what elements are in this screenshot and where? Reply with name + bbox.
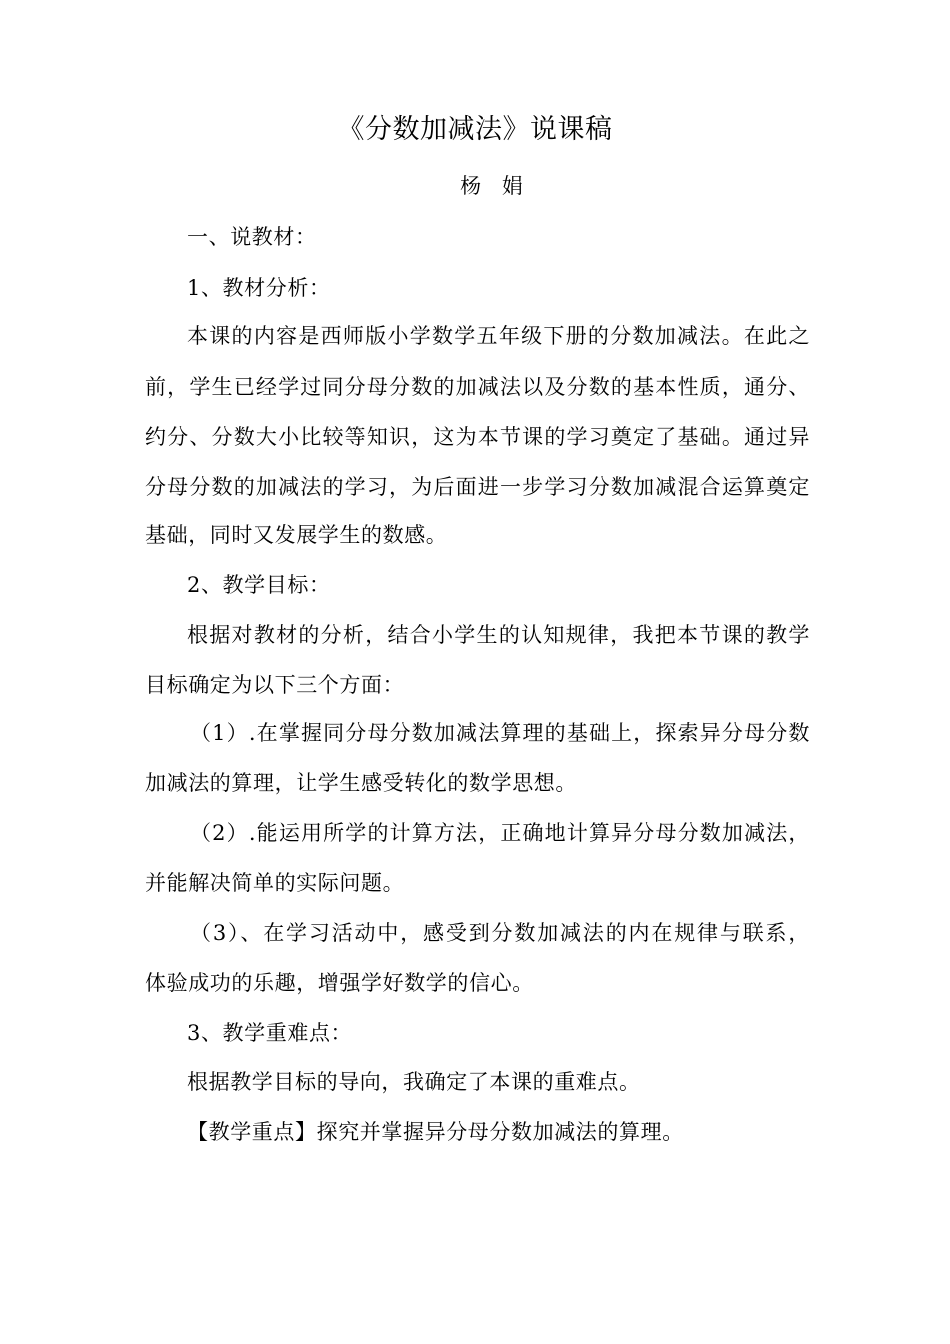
paragraph-line: 约分、分数大小比较等知识，这为本节课的学习奠定了基础。通过异	[145, 425, 810, 449]
objective-line: 并能解决简单的实际问题。	[145, 871, 405, 895]
paragraph-line: 【教学重点】探究并掌握异分母分数加减法的算理。	[187, 1120, 684, 1144]
objective-line: （1）.在掌握同分母分数加减法算理的基础上，探索异分母分数	[190, 721, 810, 745]
document-author: 杨 娟	[460, 174, 530, 198]
paragraph-line: 前，学生已经学过同分母分数的加减法以及分数的基本性质，通分、	[145, 375, 810, 399]
subsection-heading: 2、教学目标：	[187, 573, 331, 597]
paragraph-line: 目标确定为以下三个方面：	[145, 673, 405, 697]
paragraph-line: 基础，同时又发展学生的数感。	[145, 523, 448, 547]
objective-line: 加减法的算理，让学生感受转化的数学思想。	[145, 771, 577, 795]
subsection-heading: 1、教材分析：	[187, 276, 331, 300]
paragraph-line: 根据教学目标的导向，我确定了本课的重难点。	[187, 1070, 641, 1094]
objective-line: 体验成功的乐趣，增强学好数学的信心。	[145, 971, 534, 995]
document-title: 《分数加减法》说课稿	[337, 114, 613, 145]
subsection-heading: 3、教学重难点：	[187, 1021, 353, 1045]
paragraph-line: 分母分数的加减法的学习，为后面进一步学习分数加减混合运算奠定	[145, 475, 810, 499]
paragraph-line: 本课的内容是西师版小学数学五年级下册的分数加减法。在此之	[187, 324, 810, 348]
section-heading: 一、说教材：	[187, 225, 317, 249]
objective-line: （3）、在学习活动中，感受到分数加减法的内在规律与联系，	[190, 921, 810, 945]
paragraph-line: 根据对教材的分析，结合小学生的认知规律，我把本节课的教学	[187, 623, 810, 647]
objective-line: （2）.能运用所学的计算方法，正确地计算异分母分数加减法，	[190, 821, 810, 845]
